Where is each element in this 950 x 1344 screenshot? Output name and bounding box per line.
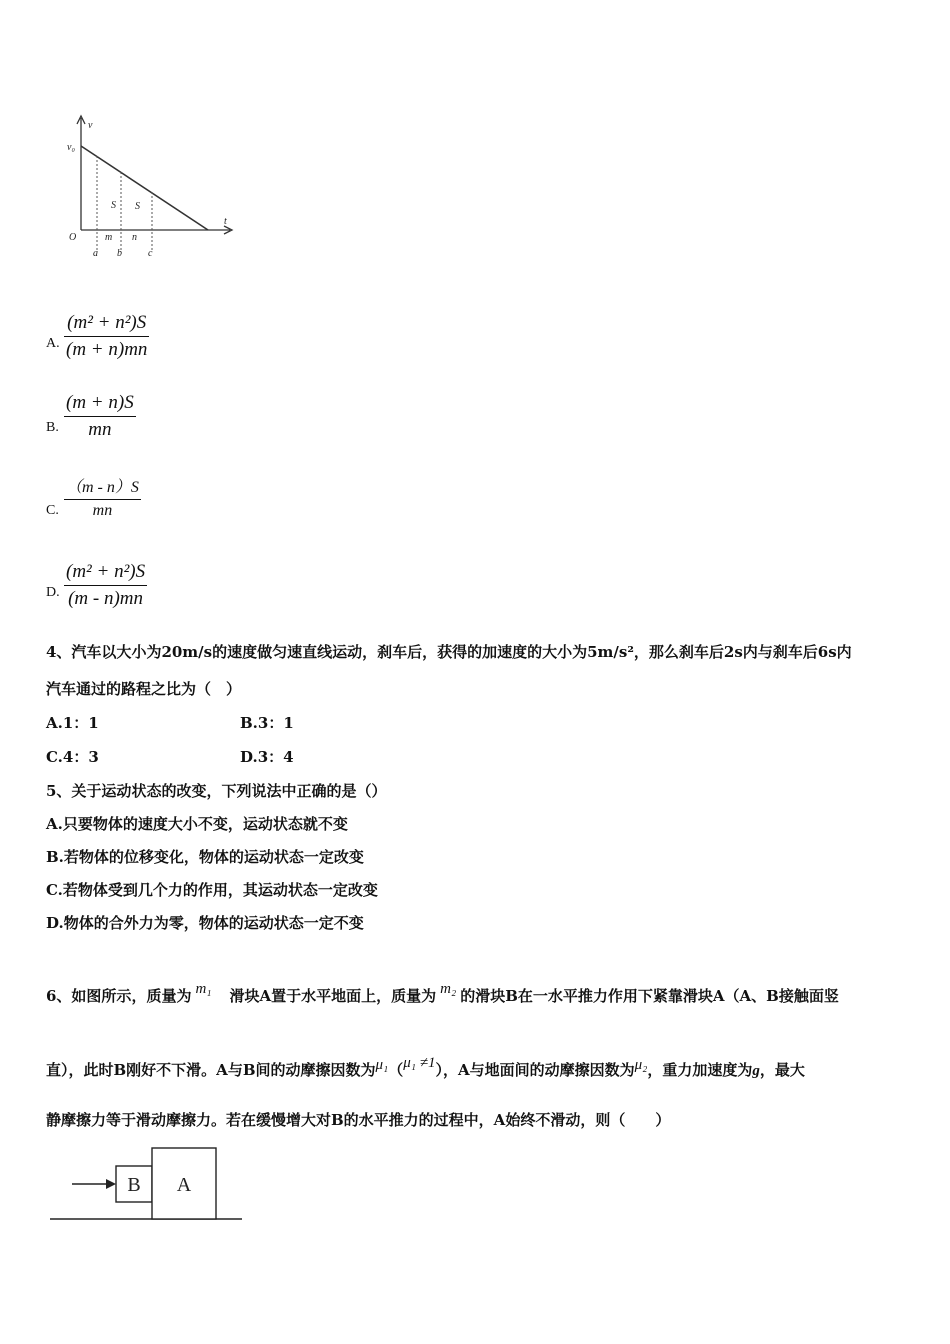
q6-stem-line3: 静摩擦力等于滑动摩擦力。若在缓慢增大对B的水平推力的过程中，A始终不滑动，则（ ） — [46, 1111, 671, 1129]
q4-option-a: A.1：1 — [46, 714, 99, 732]
m2-symbol: m₂ — [440, 981, 457, 997]
block-a-label: A — [176, 1174, 192, 1196]
tick-c-label: c — [148, 248, 153, 259]
q4-option-d: D.3：4 — [240, 748, 294, 766]
q3-option-a-fraction: (m² + n²)S (m + n)mn — [66, 312, 148, 360]
push-arrow-head — [106, 1179, 116, 1189]
t-axis-label: t — [224, 216, 227, 227]
vt-graph — [60, 112, 240, 262]
q3-option-a-label: A. — [46, 336, 60, 351]
tick-b-label: b — [117, 248, 122, 259]
m1-symbol: m₁ — [195, 981, 212, 997]
tick-a-label: a — [93, 248, 98, 259]
g-symbol: g — [752, 1063, 760, 1079]
q3-option-b-label: B. — [46, 420, 59, 435]
seg-n-label: n — [132, 232, 137, 243]
q4-stem-line2: 汽车通过的路程之比为（ ） — [46, 680, 242, 698]
block-diagram — [48, 1142, 248, 1226]
q4-stem-line1: 4、汽车以大小为20m/s的速度做匀速直线运动，刹车后，获得的加速度的大小为5m/s²，那么刹车后2s内与刹车后6s内 — [46, 643, 852, 661]
q3-option-c-fraction: （m - n）S mn — [66, 479, 139, 519]
block-b-label: B — [127, 1174, 141, 1196]
q5-option-a: A.只要物体的速度大小不变，运动状态就不变 — [46, 815, 348, 833]
q6-stem-line2: 直），此时B刚好不下滑。A与B间的动摩擦因数为μ₁（μ₁ ≠1），A与地面间的动摩擦因数为μ₂，重力加速度为g，最大 — [46, 1055, 805, 1079]
v0-label: v₀ — [67, 142, 75, 153]
mu1-condition: μ₁ ≠1 — [403, 1055, 436, 1071]
mu1-symbol: μ₁ — [375, 1057, 389, 1073]
area2-label: S — [135, 201, 140, 212]
q5-option-d: D.物体的合外力为零，物体的运动状态一定不变 — [46, 914, 364, 932]
q5-option-c: C.若物体受到几个力的作用，其运动状态一定改变 — [46, 881, 378, 899]
q5-option-b: B.若物体的位移变化，物体的运动状态一定改变 — [46, 848, 364, 866]
v-axis-label: v — [88, 120, 93, 131]
q3-option-d-fraction: (m² + n²)S (m - n)mn — [66, 561, 146, 609]
origin-label: O — [69, 232, 77, 243]
velocity-line — [81, 146, 208, 230]
q5-stem: 5、关于运动状态的改变，下列说法中正确的是（） — [46, 782, 387, 800]
q6-stem-line1: 6、如图所示，质量为 m₁ 滑块A置于水平地面上，质量为 m₂ 的滑块B在一水平推力作用下紧靠滑块A（A、B接触面竖 — [46, 981, 839, 1005]
area1-label: S — [111, 200, 116, 211]
q3-option-d-label: D. — [46, 585, 60, 600]
q4-option-c: C.4：3 — [46, 748, 99, 766]
q4-option-b: B.3：1 — [240, 714, 294, 732]
mu2-symbol: μ₂ — [634, 1057, 648, 1073]
q3-option-b-fraction: (m + n)S mn — [66, 392, 134, 440]
q3-option-c-label: C. — [46, 503, 59, 518]
seg-m-label: m — [105, 232, 113, 243]
